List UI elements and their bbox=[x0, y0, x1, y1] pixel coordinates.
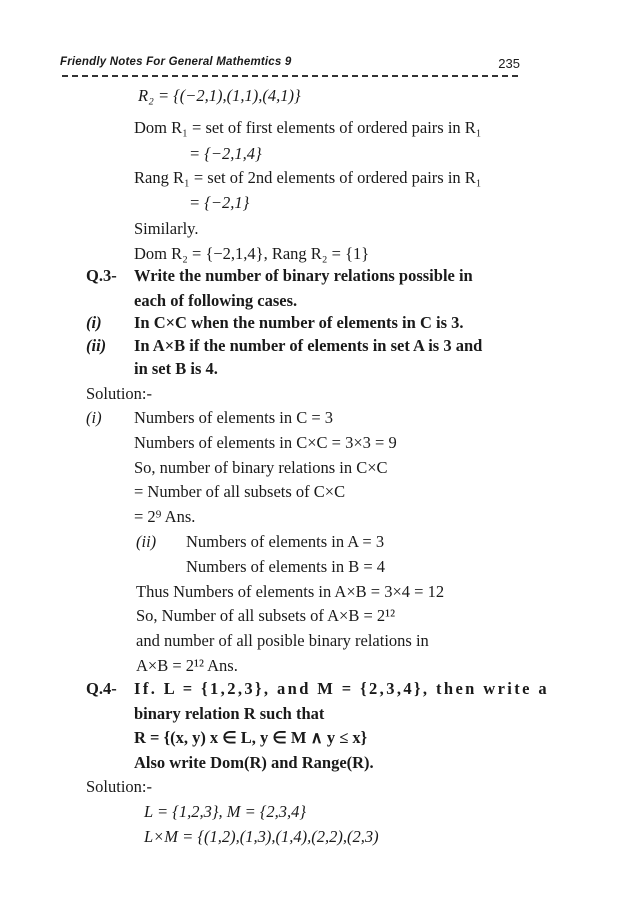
solution-4-line2: L×M = {(1,2),(1,3),(1,4),(2,2),(2,3) bbox=[144, 827, 379, 846]
q3-part-ii-line1: In A×B if the number of elements in set A is 3 and bbox=[134, 336, 483, 355]
q3-part-i-label: (i) bbox=[86, 313, 102, 332]
rang-r1-value: = {−2,1} bbox=[189, 193, 250, 212]
relation-r2-line: R₂ = {(−2,1),(1,1),(4,1)} bbox=[138, 86, 301, 105]
solution-part-i-label: (i) bbox=[86, 408, 102, 427]
solution-i-line2: Numbers of elements in C×C = 3×3 = 9 bbox=[134, 433, 397, 452]
dom-r1-value: = {−2,1,4} bbox=[189, 144, 262, 163]
q3-label: Q.3- bbox=[86, 266, 117, 285]
solution-i-line4: = Number of all subsets of C×C bbox=[134, 482, 346, 501]
solution-ii-line2: Numbers of elements in B = 4 bbox=[186, 557, 386, 576]
solution-heading-2: Solution:- bbox=[86, 777, 153, 796]
solution-i-line3: So, number of binary relations in C×C bbox=[134, 458, 388, 477]
solution-4-line1: L = {1,2,3}, M = {2,3,4} bbox=[144, 802, 307, 821]
solution-ii-line4: So, Number of all subsets of A×B = 2¹² bbox=[136, 606, 396, 625]
q3-part-ii-label: (ii) bbox=[86, 336, 107, 355]
solution-ii-answer: A×B = 2¹² Ans. bbox=[136, 656, 238, 675]
dom-r1-line: Dom R₁ = set of first elements of ordered pairs in R₁ bbox=[134, 118, 482, 137]
q4-question-line2: binary relation R such that bbox=[134, 704, 325, 723]
dom-rang-r2-line: Dom R₂ = {−2,1,4}, Rang R₂ = {1} bbox=[134, 244, 370, 263]
q3-part-i-text: In C×C when the number of elements in C is 3. bbox=[134, 313, 464, 332]
similarly-text: Similarly. bbox=[134, 219, 199, 238]
solution-ii-line3: Thus Numbers of elements in A×B = 3×4 = 12 bbox=[136, 582, 445, 601]
header-title: Friendly Notes For General Mathemtics 9 bbox=[60, 56, 292, 68]
header-divider bbox=[62, 75, 518, 77]
rang-r1-line: Rang R₁ = set of 2nd elements of ordered pairs in R₁ bbox=[134, 168, 482, 187]
q3-question-line2: each of following cases. bbox=[134, 291, 298, 310]
q3-question-line1: Write the number of binary relations possible in bbox=[134, 266, 473, 285]
solution-ii-line1: Numbers of elements in A = 3 bbox=[186, 532, 385, 551]
q4-question-line1: If. L = {1,2,3}, and M = {2,3,4}, then write a bbox=[134, 679, 550, 698]
solution-i-answer: = 2⁹ Ans. bbox=[134, 507, 196, 526]
solution-heading: Solution:- bbox=[86, 384, 153, 403]
page-header bbox=[60, 56, 520, 74]
solution-i-line1: Numbers of elements in C = 3 bbox=[134, 408, 334, 427]
q4-label: Q.4- bbox=[86, 679, 117, 698]
q3-part-ii-line2: in set B is 4. bbox=[134, 359, 218, 378]
solution-ii-line5: and number of all posible binary relations in bbox=[136, 631, 429, 650]
page-number: 235 bbox=[498, 56, 520, 71]
solution-part-ii-label: (ii) bbox=[136, 532, 157, 551]
q4-question-line3: R = {(x, y) x ∈ L, y ∈ M ∧ y ≤ x} bbox=[134, 728, 368, 747]
q4-question-line4: Also write Dom(R) and Range(R). bbox=[134, 753, 374, 772]
